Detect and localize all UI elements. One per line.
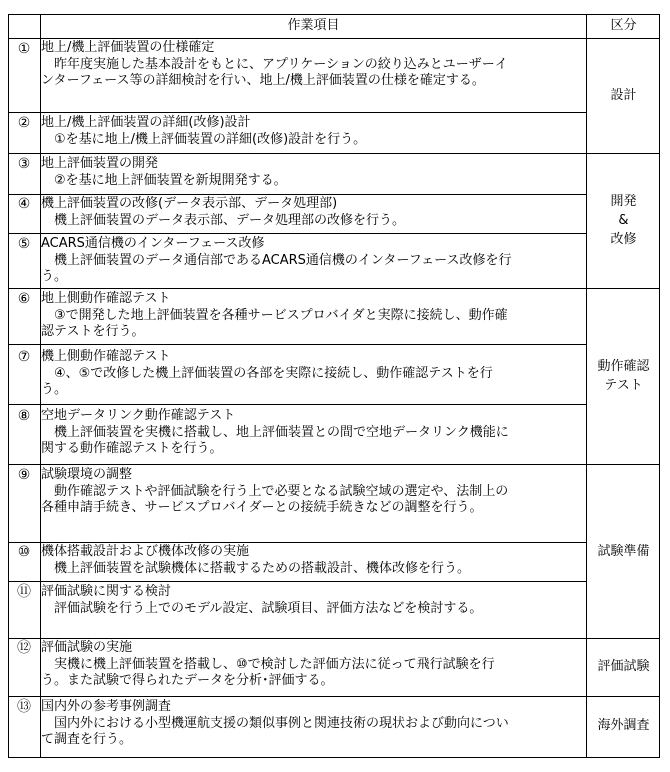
row-13-item: [41, 699, 586, 749]
row-8-desc-1: 機上評価装置を実機に搭載し、地上評価装置との間で空地データリンク機能に: [41, 424, 509, 440]
row-10-title: 機体搭載設計および機体改修の実施: [41, 544, 250, 559]
category-evaluation-test: 評価試験: [597, 659, 650, 674]
row-5-desc-2: う。: [41, 269, 68, 284]
row-4-number: ④: [17, 196, 31, 212]
table-border-bottom: [8, 757, 660, 758]
row-2-number: ②: [17, 115, 31, 131]
row-2-desc-1: ①を基に地上/機上評価装置の詳細(改修)設計を行う。: [41, 131, 367, 147]
row-1-number: ①: [17, 41, 31, 57]
row-10-number: ⑩: [17, 544, 31, 560]
row-1-desc-2: ンターフェース等の詳細検討を行い、地上/機上評価装置の仕様を確定する。: [41, 73, 485, 88]
row-1-title: 地上/機上評価装置の仕様確定: [41, 40, 215, 55]
row-12-number: ⑫: [17, 640, 31, 656]
row-5-desc-1: 機上評価装置のデータ通信部であるACARS通信機のインターフェース改修を行: [41, 252, 512, 268]
row-4-item: [41, 196, 586, 229]
header-divider: [8, 38, 660, 39]
row-5-number: ⑤: [17, 236, 31, 252]
category-test-prep: 試験準備: [597, 544, 650, 559]
row-11-number: ⑪: [17, 584, 31, 600]
row-13-title: 国内外の参考事例調査: [41, 699, 172, 714]
row-7-title: 機上側動作確認テスト: [41, 349, 171, 364]
row-8-number: ⑧: [17, 408, 31, 424]
row-11-item: [41, 584, 586, 617]
row-13-desc-1: 国内外における小型機運航支援の類似事例と関連技術の現状および動向につい: [41, 715, 509, 731]
row-6-number: ⑥: [17, 291, 31, 307]
row-5-item: [41, 236, 586, 286]
category-design: 設計: [610, 88, 637, 103]
row-3-number: ③: [17, 156, 31, 172]
row-10-desc-1: 機上評価装置を試験機体に搭載するための搭載設計、機体改修を行う。: [41, 560, 471, 576]
row-1-desc-1: 昨年度実施した基本設計をもとに、アプリケーションの絞り込みとユーザーイ: [41, 56, 508, 72]
row-6-title: 地上側動作確認テスト: [41, 291, 171, 306]
row-8-title: 空地データリンク動作確認テスト: [41, 408, 236, 423]
row-7-number: ⑦: [17, 349, 31, 365]
row-9-desc-2: 各種申請手続き、サービスプロバイダーとの接続手続きなどの調整を行う。: [41, 500, 483, 515]
row-8-desc-2: 関する動作確認テストを行う。: [41, 441, 223, 456]
row-6-desc-1: ③で開発した地上評価装置を各種サービスプロバイダと実際に接続し、動作確: [41, 307, 508, 323]
row-12-desc-1: 実機に機上評価装置を搭載し、⑩で検討した評価方法に従って飛行試験を行: [41, 656, 495, 672]
header-category: 区分: [610, 18, 637, 33]
row-12-desc-2: う。また試験で得られたデータを分析･評価する。: [41, 673, 334, 688]
row-4-desc-1: 機上評価装置のデータ表示部、データ処理部の改修を行う。: [41, 212, 406, 228]
category-overseas-survey: 海外調査: [597, 718, 650, 733]
category-development: 開発 & 改修: [610, 194, 637, 247]
row-3-item: [41, 156, 586, 189]
row-5-title: ACARS通信機のインターフェース改修: [41, 236, 265, 251]
row-3-desc-1: ②を基に地上評価装置を新規開発する。: [41, 172, 287, 188]
row-9-number: ⑨: [17, 467, 31, 483]
row-9-title: 試験環境の調整: [41, 467, 133, 482]
row-7-desc-2: う。: [41, 382, 68, 397]
row-13-desc-2: て調査を行う。: [41, 732, 133, 747]
row-8-item: [41, 408, 586, 458]
header-item: 作業項目: [287, 18, 340, 33]
row-4-title: 機上評価装置の改修(データ表示部、データ処理部): [41, 196, 338, 211]
row-10-item: [41, 544, 586, 577]
row-9-desc-1: 動作確認テストや評価試験を行う上で必要となる試験空域の選定や、法制上の: [41, 483, 509, 499]
row-1-item: [41, 40, 586, 90]
row-6-item: [41, 291, 586, 341]
row-7-item: [41, 349, 586, 399]
row-13-number: ⑬: [17, 699, 31, 715]
row-9-item: [41, 467, 586, 517]
category-operation-test: 動作確認 テスト: [597, 359, 650, 393]
row-11-title: 評価試験に関する検討: [41, 584, 172, 599]
row-12-item: [41, 640, 586, 690]
row-7-desc-1: ④、⑤で改修した機上評価装置の各部を実際に接続し、動作確認テストを行: [41, 365, 493, 381]
row-11-desc-1: 評価試験を行う上でのモデル設定、試験項目、評価方法などを検討する。: [41, 600, 483, 616]
row-2-item: [41, 115, 586, 148]
row-3-title: 地上評価装置の開発: [41, 156, 159, 171]
row-6-desc-2: 認テストを行う。: [41, 324, 145, 339]
work-items-table: [8, 14, 660, 758]
row-12-title: 評価試験の実施: [41, 640, 133, 655]
row-2-title: 地上/機上評価装置の詳細(改修)設計: [41, 115, 251, 130]
